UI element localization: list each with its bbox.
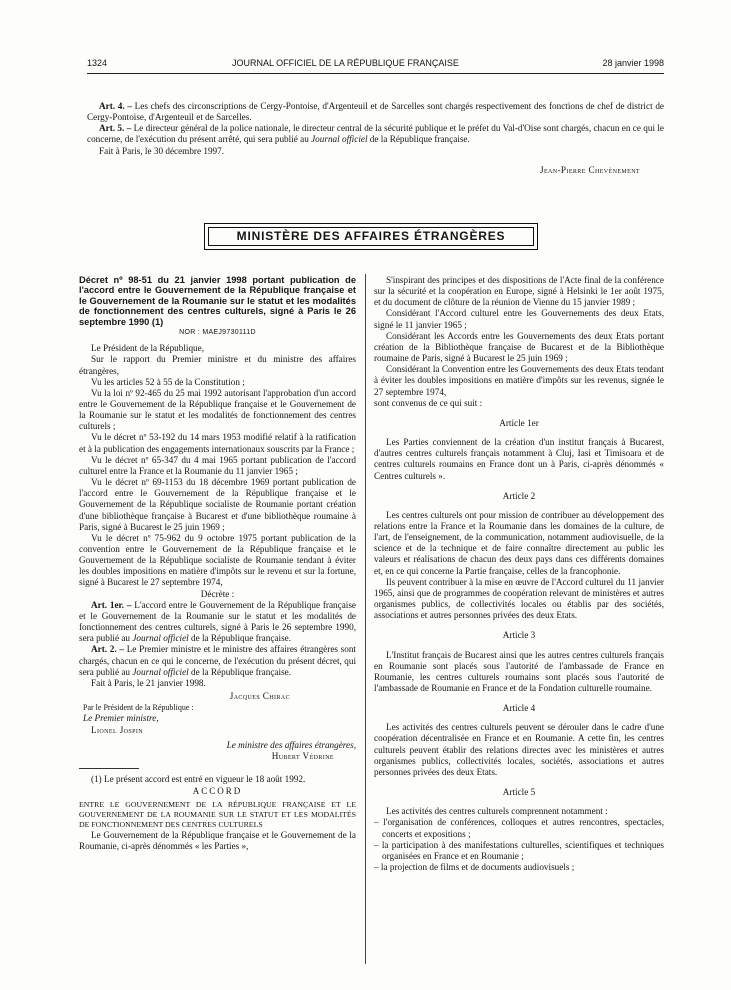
preamble-para: S'inspirant des principes et des dispositions de l'Acte final de la conférence sur la sécurité et la coopération en Europe, signé à Helsinki le 1er août 1975, et du document de clôture de la réunion de Vienne du 15 janvier 1989 ; (374, 275, 664, 308)
premier-ministre-label: Le Premier ministre, (83, 713, 159, 724)
accord-intro: Le Gouvernement de la République française et le Gouvernement de la Roumanie, ci-après dénommés « les Parties », (79, 830, 356, 852)
decree-para: Le Président de la République, (91, 343, 205, 354)
previous-arrete-end (87, 101, 664, 176)
decree-article-2: Art. 2. – Le Premier ministre et le ministre des affaires étrangères sont chargés, chacun en ce qui le concerne, de l'exécution du présent décret, qui sera publié au Journal officiel de la République française. (79, 644, 356, 677)
decree-para: Vu le décret nº 65-347 du 4 mai 1965 portant publication de l'accord culturel entre la France et la Roumanie du 11 janvier 1965 ; (79, 454, 356, 476)
accord-heading: ACCORD (192, 786, 243, 797)
preamble-para: Considérant les Accords entre les Gouvernements des deux Etats portant création de la Bibliothèque française de Bucarest et de la Bibliothèque roumaine de Paris, signé à Bucarest le 25 juin 1969 ; (374, 330, 664, 364)
signature-vedrine: Hubert Védrine (271, 750, 334, 761)
article-1-heading: Article 1er (499, 417, 539, 428)
signature-jospin: Lionel Jospin (91, 724, 144, 735)
journal-title: JOURNAL OFFICIEL DE LA RÉPUBLIQUE FRANÇAISE (232, 58, 459, 68)
running-header (87, 58, 664, 72)
article-5-heading: Article 5 (502, 787, 536, 798)
header-rule (87, 73, 664, 74)
decree-para: Vu le décret nº 69-1153 du 18 décembre 1969 portant publication de l'accord entre le Gouvernement de la République française et le Gouvernement de la République socialiste de Roumanie portant création d'une bibliothèque française à Bucarest et d'une bibliothèque roumaine à Paris, signé à Bucarest le 25 juin 1969 ; (79, 477, 356, 532)
decree-para: Vu la loi nº 92-465 du 25 mai 1992 autorisant l'approbation d'un accord entre le Gouvernement de la République française et le Gouvernement de la Roumanie sur le statut et les modalités de fonctionnement des centres culturels ; (79, 387, 356, 432)
ministry-title: MINISTÈRE DES AFFAIRES ÉTRANGÈRES (208, 227, 534, 246)
page-number: 1324 (87, 58, 108, 68)
article-4: Art. 4. – Les chefs des circonscriptions de Cergy-Pontoise, d'Argenteuil et de Sarcelles sont chargés respectivement des fonctions de chef de district de Cergy-Pontoise, d'Argenteuil et de Sarcelles. (87, 101, 664, 123)
ministre-ae-label: Le ministre des affaires étrangères, (226, 739, 356, 750)
decree-para: Sur le rapport du Premier ministre et du ministre des affaires étrangères, (79, 354, 356, 376)
article-4-text: Les activités des centres culturels peuvent se dérouler dans le cadre d'une coopération décentralisée en France et en Roumanie. A cette fin, les centres culturels peuvent établir des relations directes avec les ministères et autres organismes publics, collectivités locales, sociétés, associations et autres personnes privées des deux Etats. (374, 722, 664, 777)
decree-para: Vu les articles 52 à 55 de la Constitution ; (91, 376, 245, 387)
preamble-para: Considérant l'Accord culturel entre les Gouvernements des deux Etats, signé le 11 janvier 1965 ; (374, 308, 664, 330)
column-divider (365, 274, 366, 964)
decree-done-at: Fait à Paris, le 21 janvier 1998. (91, 677, 206, 688)
article-2-text: Les centres culturels ont pour mission de contribuer au développement des relations entre la France et la Roumanie dans les domaines de la culture, de l'art, de l'enseignement, de la communication, notamment audiovisuelle, de la science et de la technique et de faire connaître directement au public les valeurs et réalisations de chacun des deux pays dans ces différents domaines et, en ce qui concerne la Partie française, celles de la francophonie. (374, 509, 664, 576)
list-item: – l'organisation de conférences, colloques et autres rencontres, spectacles, concerts et expositions ; (374, 817, 664, 839)
left-column (79, 275, 356, 853)
article-2-text: Ils peuvent contribuer à la mise en œuvre de l'Accord culturel du 11 janvier 1965, ainsi que de programmes de coopération relevant de ministères et autres organismes publics, de collectivités locales ou établis par des sociétés, associations et autres personnes privées des deux Etats. (374, 576, 664, 621)
article-4-heading: Article 4 (502, 703, 536, 714)
done-at: Fait à Paris, le 30 décembre 1997. (99, 145, 225, 156)
preamble-para: Considérant la Convention entre les Gouvernements des deux Etats tendant à éviter les doubles impositions en matière d'impôts sur les revenus, signée le 27 septembre 1974, (374, 364, 664, 397)
footnote-rule (79, 768, 139, 769)
accord-title: ENTRE LE GOUVERNEMENT DE LA RÉPUBLIQUE FRANÇAISE ET LE GOUVERNEMENT DE LA ROUMANIE SUR LE STATUT ET LES MODALITÉS DE FONCTIONNEMENT DES CENTRES CULTURELS (79, 800, 356, 830)
signature-chirac: Jacques Chirac (229, 691, 290, 702)
decree-para: Vu le décret nº 75-962 du 9 octobre 1975 portant publication de la convention entre le Gouvernement de la République française et le Gouvernement de la République socialiste de Roumanie tendant à éviter les doubles impositions en matière d'impôts sur le revenu et sur la fortune, signé à Bucarest le 27 septembre 1974, (79, 532, 356, 588)
agreed-line: sont convenus de ce qui suit : (374, 397, 483, 408)
article-1-text: Les Parties conviennent de la création d'un institut français à Bucarest, d'autres centres culturels français notamment à Cluj, Iasi et Timisoara et de centres culturels roumains en France dont un à Paris, ci-après dénommés « Centres culturels ». (374, 437, 664, 481)
decree-title: Décret nº 98-51 du 21 janvier 1998 portant publication de l'accord entre le Gouvernement de la République française et le Gouvernement de la Roumanie sur le statut et les modalités de fonctionnement des centres culturels, signé à Paris le 26 septembre 1990 (1) (79, 275, 356, 327)
nor-reference: NOR : MAEJ9730111D (179, 329, 256, 337)
list-item: – la participation à des manifestations culturelles, scientifiques et techniques organisées en France et en Roumanie ; (374, 839, 664, 861)
signature-block (79, 691, 356, 762)
issue-date: 28 janvier 1998 (602, 58, 664, 68)
decrete-heading: Décrète : (200, 588, 235, 599)
right-column (374, 275, 664, 873)
footnote: (1) Le présent accord est entré en vigueur le 18 août 1992. (91, 773, 306, 784)
decree-para: Vu le décret nº 53-192 du 14 mars 1953 modifié relatif à la ratification et à la publication des engagements internationaux souscrits par la France ; (79, 432, 356, 454)
article-5-intro: Les activités des centres culturels comprennent notamment : (386, 806, 608, 817)
signature-chevenement: Jean-Pierre Chevènement (539, 164, 640, 175)
decree-article-1: Art. 1er. – L'accord entre le Gouvernement de la République française et le Gouvernement de la Roumanie sur le statut et les modalités de fonctionnement des centres culturels, signé à Paris le 26 septembre 1990, sera publié au Journal officiel de la République française. (79, 599, 356, 644)
article-3-text: L'Institut français de Bucarest ainsi que les autres centres culturels français en Roumanie sont placés sous l'autorité de l'ambassade de France en Roumanie, les centres culturels roumains sont placés sous l'autorité de l'ambassade de Roumanie en France et de la Fondation culturelle roumaine. (374, 649, 664, 693)
article-5-list (374, 817, 664, 873)
ministry-heading-box (204, 223, 538, 250)
list-item: – la projection de films et de documents audiovisuels ; (374, 862, 575, 873)
article-2-heading: Article 2 (502, 490, 536, 501)
article-3-heading: Article 3 (502, 630, 536, 641)
article-5: Art. 5. – Le directeur général de la police nationale, le directeur central de la sécurité publique et le préfet du Val-d'Oise sont chargés, chacun en ce qui le concerne, de l'exécution du présent arrêté, qui sera publié au Journal officiel de la République française. (87, 123, 664, 145)
par-le-president: Par le Président de la République : (83, 703, 194, 713)
